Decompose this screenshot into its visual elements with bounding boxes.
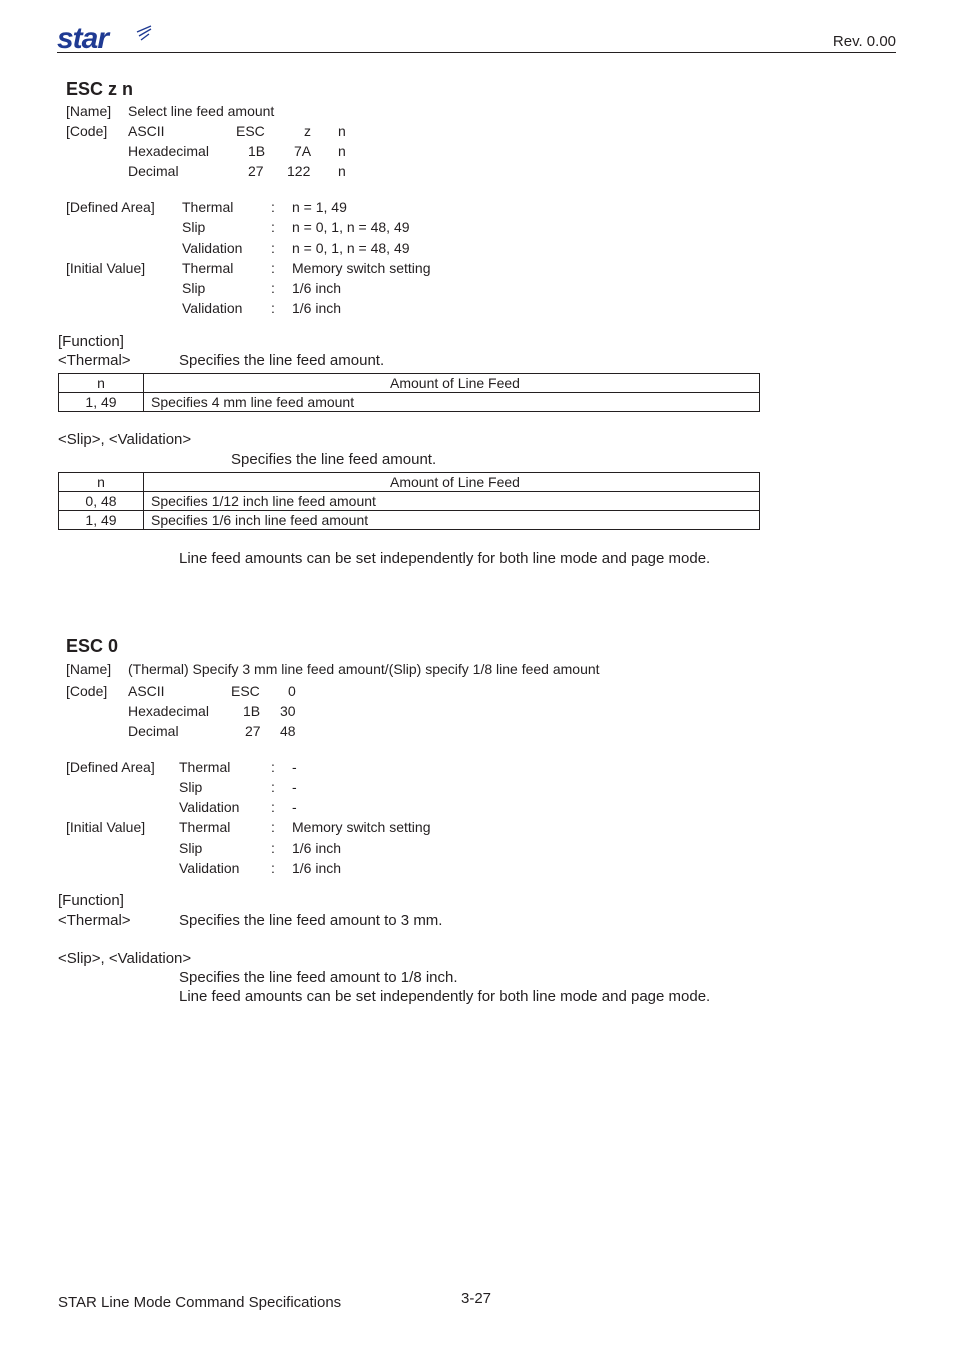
code-value: n <box>338 163 346 179</box>
code-type: Hexadecimal <box>128 703 209 719</box>
slip-validation-label: <Slip>, <Validation> <box>58 431 192 448</box>
colon: : <box>271 840 275 856</box>
code-type: ASCII <box>128 123 165 139</box>
code-value: ESC <box>236 123 265 139</box>
table-row <box>59 511 760 530</box>
colon: : <box>271 779 275 795</box>
name-label: [Name] <box>66 661 112 677</box>
thermal-label: <Thermal> <box>58 352 131 369</box>
initial-key: Thermal <box>182 260 234 276</box>
table-header-row <box>59 473 760 492</box>
defined-value: - <box>292 799 297 815</box>
code-value: 122 <box>287 163 311 179</box>
code-type: Decimal <box>128 163 179 179</box>
slip-description: Specifies the line feed amount to 1/8 inch. <box>179 969 458 986</box>
table-header-cell: n <box>59 473 144 492</box>
svg-text:star: star <box>57 24 109 52</box>
initial-key: Thermal <box>179 819 231 835</box>
table-cell: Specifies 1/6 inch line feed amount <box>144 511 760 530</box>
code-type: ASCII <box>128 683 165 699</box>
name-label: [Name] <box>66 103 112 119</box>
table-cell: 0, 48 <box>59 492 144 511</box>
colon: : <box>271 199 275 215</box>
command-name: Select line feed amount <box>128 103 275 119</box>
colon: : <box>271 819 275 835</box>
function-label: [Function] <box>58 892 124 909</box>
colon: : <box>271 860 275 876</box>
defined-key: Thermal <box>182 199 234 215</box>
code-value: n <box>338 123 346 139</box>
colon: : <box>271 300 275 316</box>
mode-note: Line feed amounts can be set independently for both line mode and page mode. <box>179 550 711 567</box>
defined-area-label: [Defined Area] <box>66 199 155 215</box>
initial-value: 1/6 inch <box>292 840 342 856</box>
code-value: 0 <box>288 683 296 699</box>
code-value: 1B <box>248 143 266 159</box>
initial-value-label: [Initial Value] <box>66 260 146 276</box>
thermal-line-feed-table <box>58 373 760 412</box>
initial-value: 1/6 inch <box>292 280 342 296</box>
table-header-cell: Amount of Line Feed <box>144 374 760 393</box>
colon: : <box>271 280 275 296</box>
code-label: [Code] <box>66 683 108 699</box>
colon: : <box>271 219 275 235</box>
code-value: n <box>338 143 346 159</box>
table-header-cell: n <box>59 374 144 393</box>
defined-key: Validation <box>182 240 243 256</box>
table-header-cell: Amount of Line Feed <box>144 473 760 492</box>
defined-key: Thermal <box>179 759 231 775</box>
code-value: 48 <box>280 723 296 739</box>
initial-key: Slip <box>182 280 206 296</box>
table-row <box>59 393 760 412</box>
initial-value: Memory switch setting <box>292 260 431 276</box>
colon: : <box>271 240 275 256</box>
code-type: Decimal <box>128 723 179 739</box>
function-label: [Function] <box>58 333 124 350</box>
code-value: 1B <box>243 703 261 719</box>
code-label: [Code] <box>66 123 108 139</box>
code-value: 30 <box>280 703 296 719</box>
thermal-description: Specifies the line feed amount to 3 mm. <box>179 912 443 929</box>
defined-key: Validation <box>179 799 240 815</box>
initial-key: Validation <box>182 300 243 316</box>
footer-title: STAR Line Mode Command Specifications <box>58 1294 342 1311</box>
table-cell: 1, 49 <box>59 511 144 530</box>
defined-value: - <box>292 779 297 795</box>
code-type: Hexadecimal <box>128 143 209 159</box>
initial-key: Validation <box>179 860 240 876</box>
code-value: ESC <box>231 683 260 699</box>
initial-key: Slip <box>179 840 203 856</box>
table-header-row <box>59 374 760 393</box>
section-title-esc-0: ESC 0 <box>66 636 119 656</box>
mode-note: Line feed amounts can be set independently for both line mode and page mode. <box>179 988 711 1005</box>
defined-value: n = 0, 1, n = 48, 49 <box>292 240 410 256</box>
code-value: z <box>304 123 311 139</box>
initial-value: Memory switch setting <box>292 819 431 835</box>
command-name: (Thermal) Specify 3 mm line feed amount/(Slip) specify 1/8 line feed amount <box>128 661 600 677</box>
table-row <box>59 492 760 511</box>
section-title-esc-z-n: ESC z n <box>66 79 134 99</box>
defined-value: - <box>292 759 297 775</box>
code-value: 7A <box>294 143 312 159</box>
defined-key: Slip <box>179 779 203 795</box>
defined-value: n = 0, 1, n = 48, 49 <box>292 219 410 235</box>
code-value: 27 <box>248 163 264 179</box>
defined-area-label: [Defined Area] <box>66 759 155 775</box>
thermal-description: Specifies the line feed amount. <box>179 352 385 369</box>
colon: : <box>271 759 275 775</box>
code-value: 27 <box>245 723 261 739</box>
table-cell: Specifies 1/12 inch line feed amount <box>144 492 760 511</box>
colon: : <box>271 260 275 276</box>
table-cell: 1, 49 <box>59 393 144 412</box>
initial-value: 1/6 inch <box>292 860 342 876</box>
defined-value: n = 1, 49 <box>292 199 347 215</box>
defined-key: Slip <box>182 219 206 235</box>
revision-label: Rev. 0.00 <box>832 33 896 50</box>
initial-value: 1/6 inch <box>292 300 342 316</box>
page-number: 3-27 <box>461 1290 492 1307</box>
thermal-label: <Thermal> <box>58 912 131 929</box>
slip-validation-label: <Slip>, <Validation> <box>58 950 192 967</box>
header-rule <box>57 52 896 53</box>
table-cell: Specifies 4 mm line feed amount <box>144 393 760 412</box>
slip-description: Specifies the line feed amount. <box>231 451 437 468</box>
initial-value-label: [Initial Value] <box>66 819 146 835</box>
slip-line-feed-table <box>58 472 760 530</box>
colon: : <box>271 799 275 815</box>
star-logo <box>57 24 153 52</box>
